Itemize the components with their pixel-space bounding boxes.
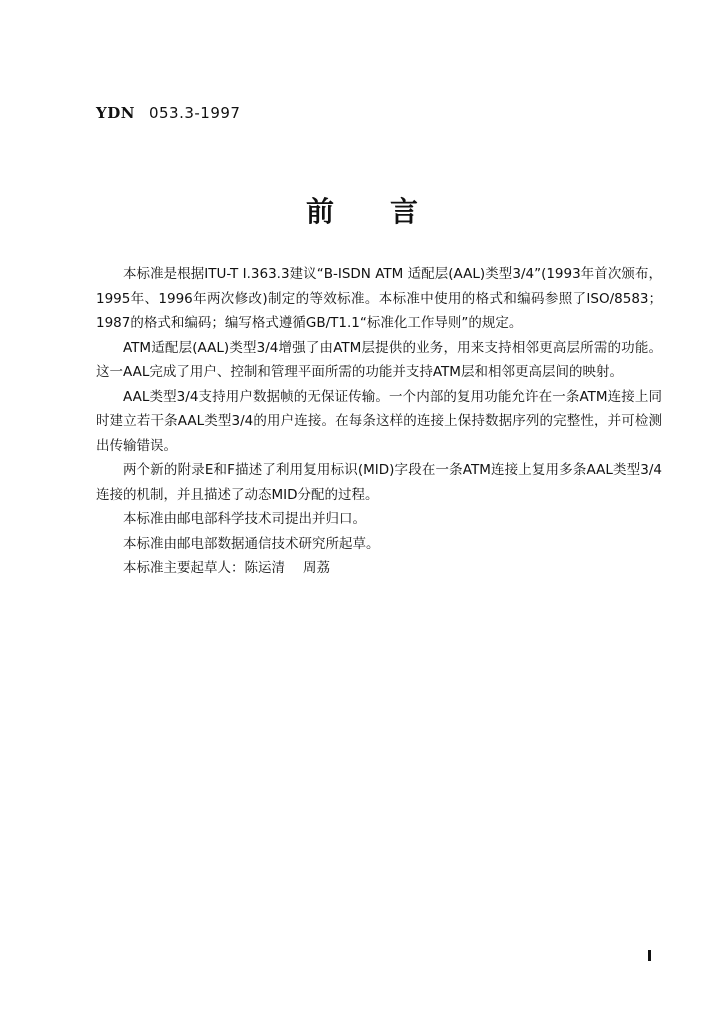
page-title: 前言 xyxy=(305,195,474,228)
paragraph-1: 本标准是根据ITU-T I.363.3建议“B-ISDN ATM 适配层(AAL)类型3/4”(1993年首次颁布，1995年、1996年两次修改)制定的等效标准。本标准中使用的格式和编码参照了ISO/8583；1987的格式和编码；编写格式遵循GB/T1.1“标准化工作导则”的规定。 xyxy=(96,266,662,331)
drafter-name-2: 周荔 xyxy=(303,560,330,576)
standard-number: 053.3-1997 xyxy=(148,104,241,122)
standard-prefix: YDN xyxy=(96,104,135,122)
foreword-body xyxy=(96,262,662,581)
standard-code xyxy=(96,104,240,122)
drafter-name-1: 陈运清 xyxy=(244,560,285,576)
paragraph-3: AAL类型3/4支持用户数据帧的无保证传输。一个内部的复用功能允许在一条ATM连接上同时建立若干条AAL类型3/4的用户连接。在每条这样的连接上保持数据序列的完整性，并可检测出传输错误。 xyxy=(96,388,662,454)
paragraph-2: ATM适配层(AAL)类型3/4增强了由ATM层提供的业务，用来支持相邻更高层所需的功能。这一AAL完成了用户、控制和管理平面所需的功能并支持ATM层和相邻更高层间的映射。 xyxy=(96,339,662,380)
drafters-label: 本标准主要起草人： xyxy=(123,560,245,576)
paragraph-6: 本标准由邮电部数据通信技术研究所起草。 xyxy=(123,535,380,552)
drafters-line xyxy=(96,556,662,581)
paragraph-5: 本标准由邮电部科学技术司提出并归口。 xyxy=(123,511,366,527)
paragraph-4: 两个新的附录E和F描述了利用复用标识(MID)字段在一条ATM连接上复用多条AAL类型3/4连接的机制，并且描述了动态MID分配的过程。 xyxy=(96,462,662,503)
page-number-mark xyxy=(648,950,651,961)
